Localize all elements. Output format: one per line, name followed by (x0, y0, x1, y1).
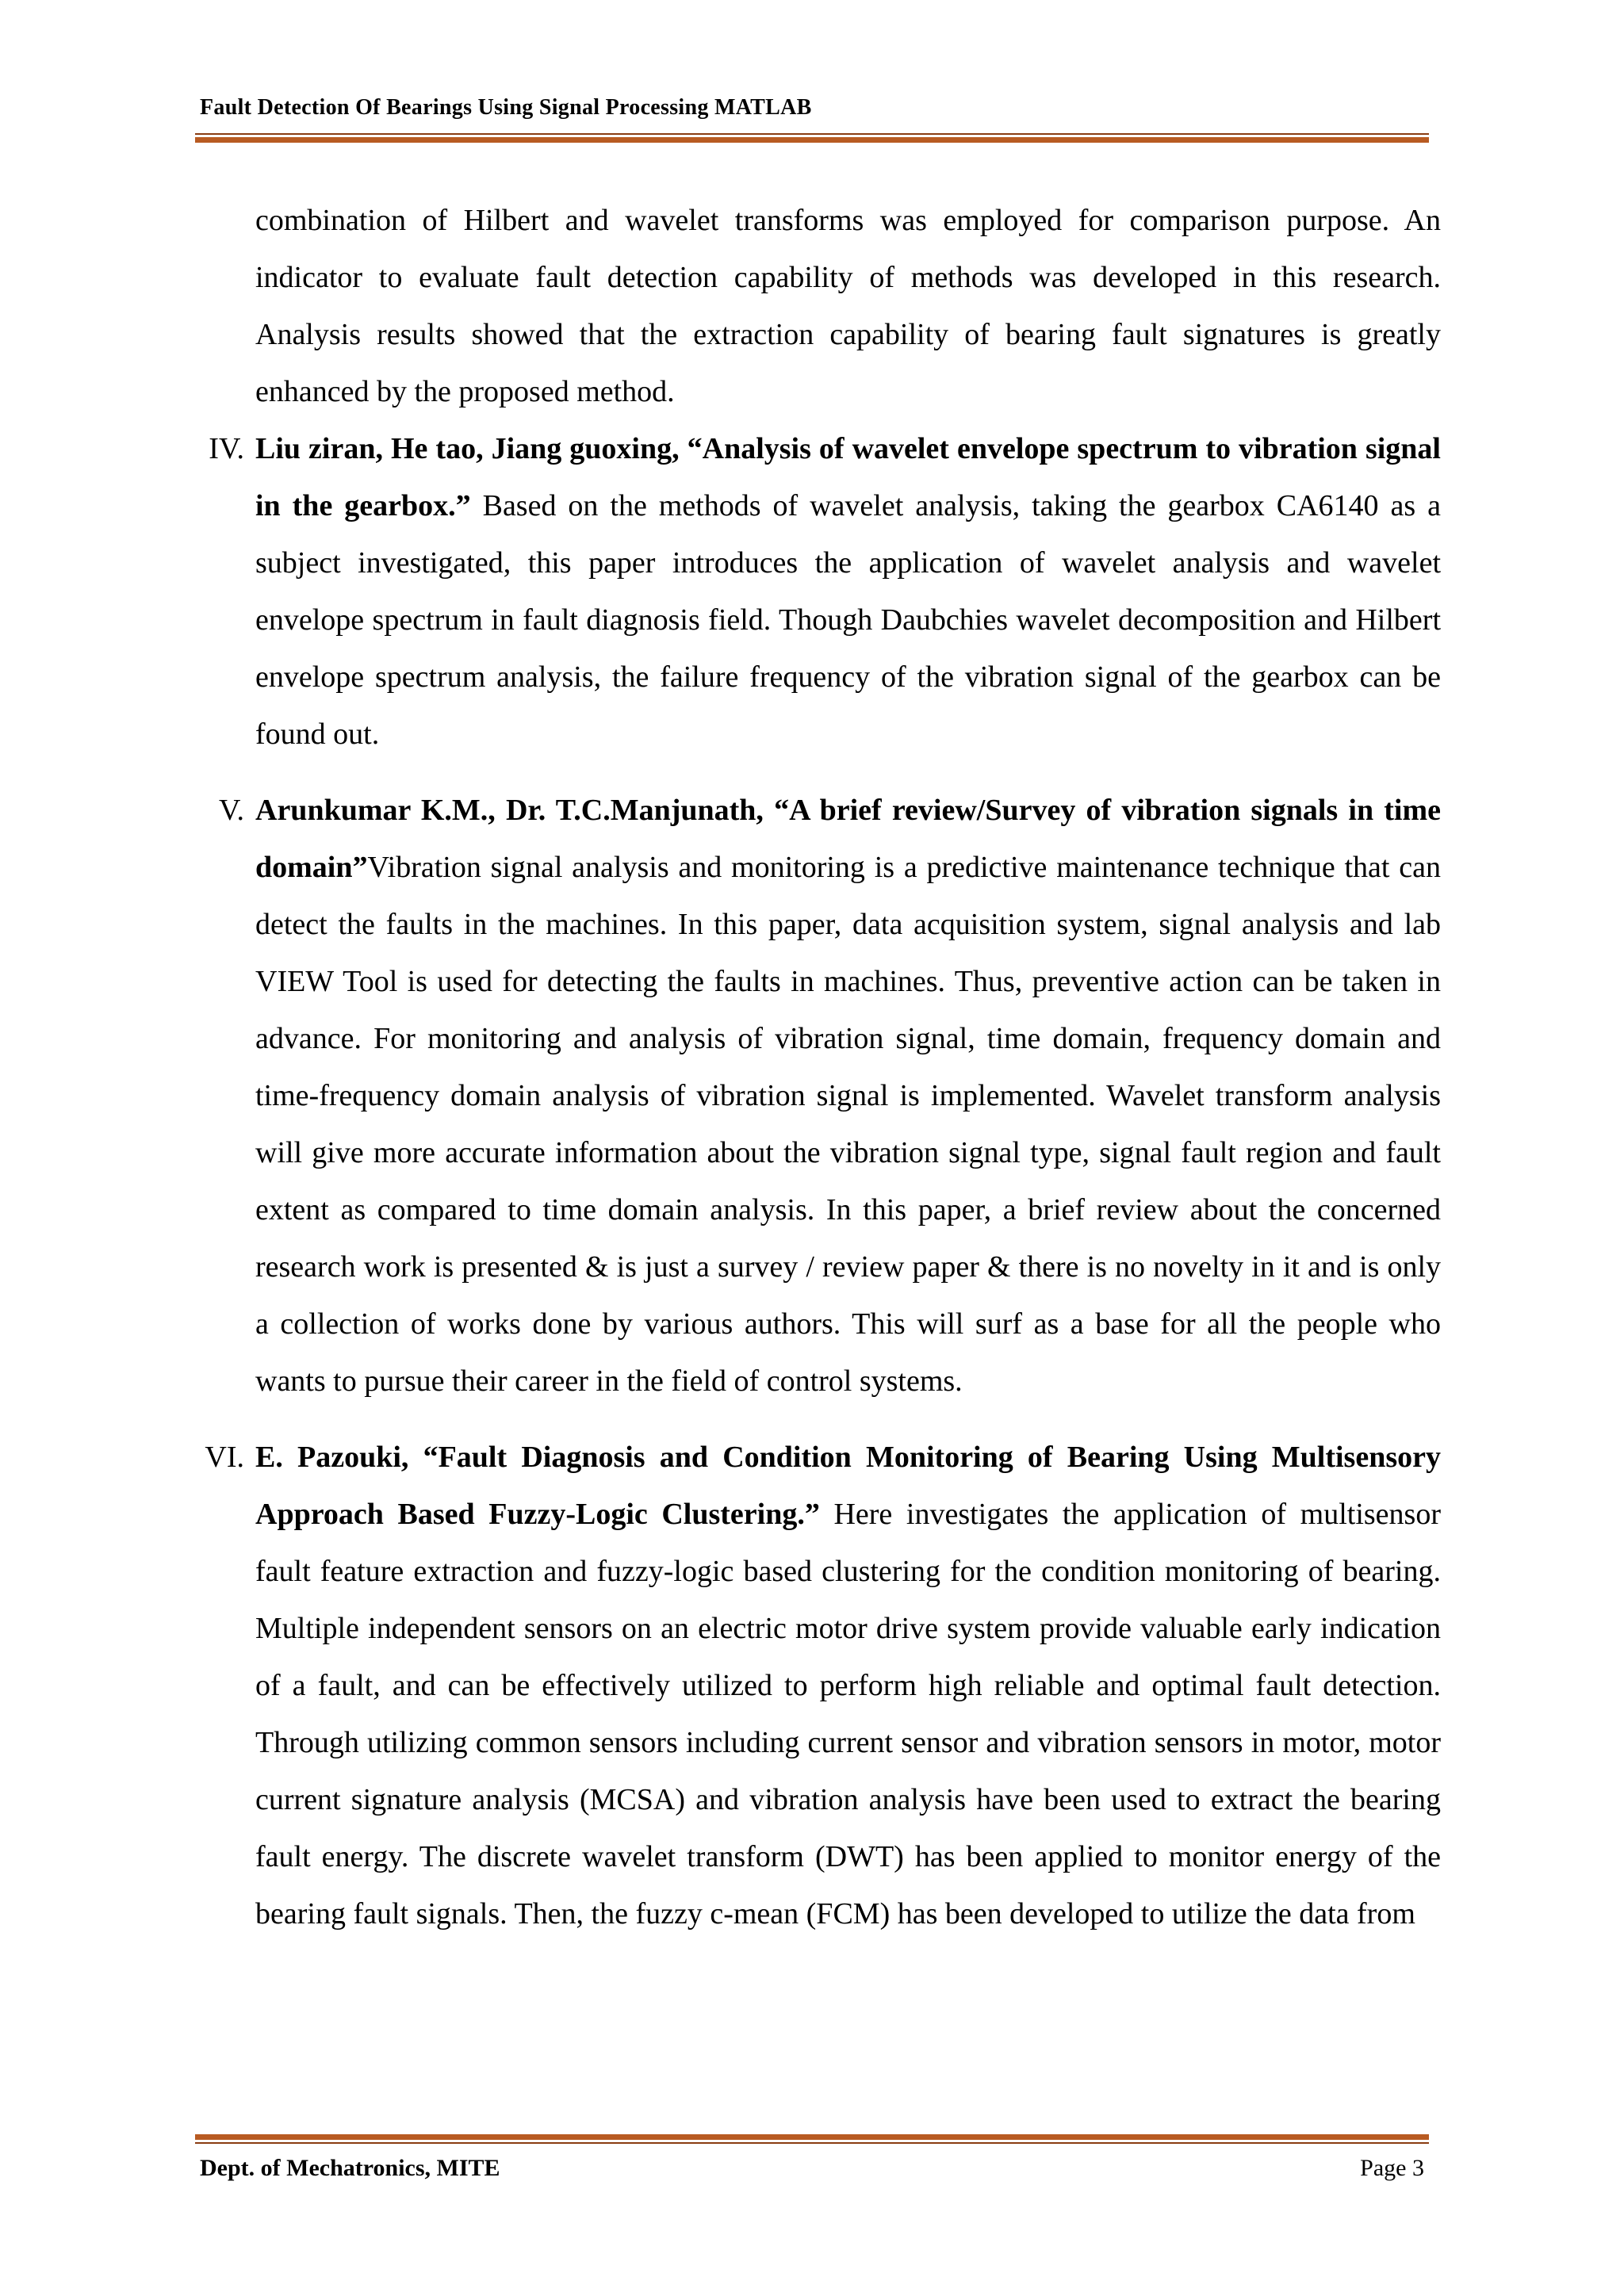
entry-numeral: IV. (209, 432, 244, 465)
entry-summary: Here investigates the application of multisensor fault feature extraction and fuzzy-logic based clustering for the condition monitoring of bearing. Multiple independent sensors on an electric motor drive system provide valuable early indication of a fault, and can be effectively utilized to perform high reliable and optimal fault detection. Through utilizing common sensors including current sensor and vibration sensors in motor, motor current signature analysis (MCSA) and vibration analysis have been used to extract the bearing fault energy. The discrete wavelet transform (DWT) has been applied to monitor energy of the bearing fault signals. Then, the fuzzy c-mean (FCM) has been developed to utilize the data from (255, 1498, 1441, 1931)
entry-summary: Vibration signal analysis and monitoring is a predictive maintenance technique that can detect the faults in the machines. In this paper, data acquisition system, signal analysis and lab VIEW Tool is used for detecting the faults in machines. Thus, preventive action can be taken in advance. For monitoring and analysis of vibration signal, time domain, frequency domain and time-frequency domain analysis of vibration signal is implemented. Wavelet transform analysis will give more accurate information about the vibration signal type, signal fault region and fault extent as compared to time domain analysis. In this paper, a brief review about the concerned research work is presented & is just a survey / review paper & there is no novelty in it and is only a collection of works done by various authors. This will surf as a base for all the people who wants to pursue their career in the field of control systems. (255, 851, 1441, 1398)
reference-entry-vi (198, 1429, 1441, 1942)
footer-rule (195, 2134, 1429, 2144)
entry-citation: Liu ziran, He tao, Jiang guoxing, “Analysis of wavelet envelope spectrum to vibration signal in the gearbox.” (255, 432, 1441, 522)
reference-entry-v (198, 782, 1441, 1410)
header-rule (195, 133, 1429, 143)
footer-page-number: Page 3 (1360, 2155, 1424, 2181)
entry-numeral: V. (218, 794, 244, 827)
page-body (198, 192, 1443, 1942)
footer-department: Dept. of Mechatronics, MITE (200, 2155, 500, 2181)
entry-numeral: VI. (205, 1441, 244, 1474)
entry-citation: E. Pazouki, “Fault Diagnosis and Condition Monitoring of Bearing Using Multisensory Approach Based Fuzzy-Logic Clustering.” (255, 1441, 1441, 1531)
continuation-paragraph: combination of Hilbert and wavelet transforms was employed for comparison purpose. An indicator to evaluate fault detection capability of methods was developed in this research. Analysis results showed that the extraction capability of bearing fault signatures is greatly enhanced by the proposed method. (255, 204, 1441, 408)
entry-summary: Based on the methods of wavelet analysis, taking the gearbox CA6140 as a subject investigated, this paper introduces the application of wavelet analysis and wavelet envelope spectrum in fault diagnosis field. Though Daubchies wavelet decomposition and Hilbert envelope spectrum analysis, the failure frequency of the vibration signal of the gearbox can be found out. (255, 489, 1441, 751)
reference-entry-iv (198, 420, 1441, 763)
entry-citation: Arunkumar K.M., Dr. T.C.Manjunath, “A brief review/Survey of vibration signals in time domain” (255, 794, 1441, 884)
page-header-title: Fault Detection Of Bearings Using Signal Processing MATLAB (200, 95, 812, 120)
